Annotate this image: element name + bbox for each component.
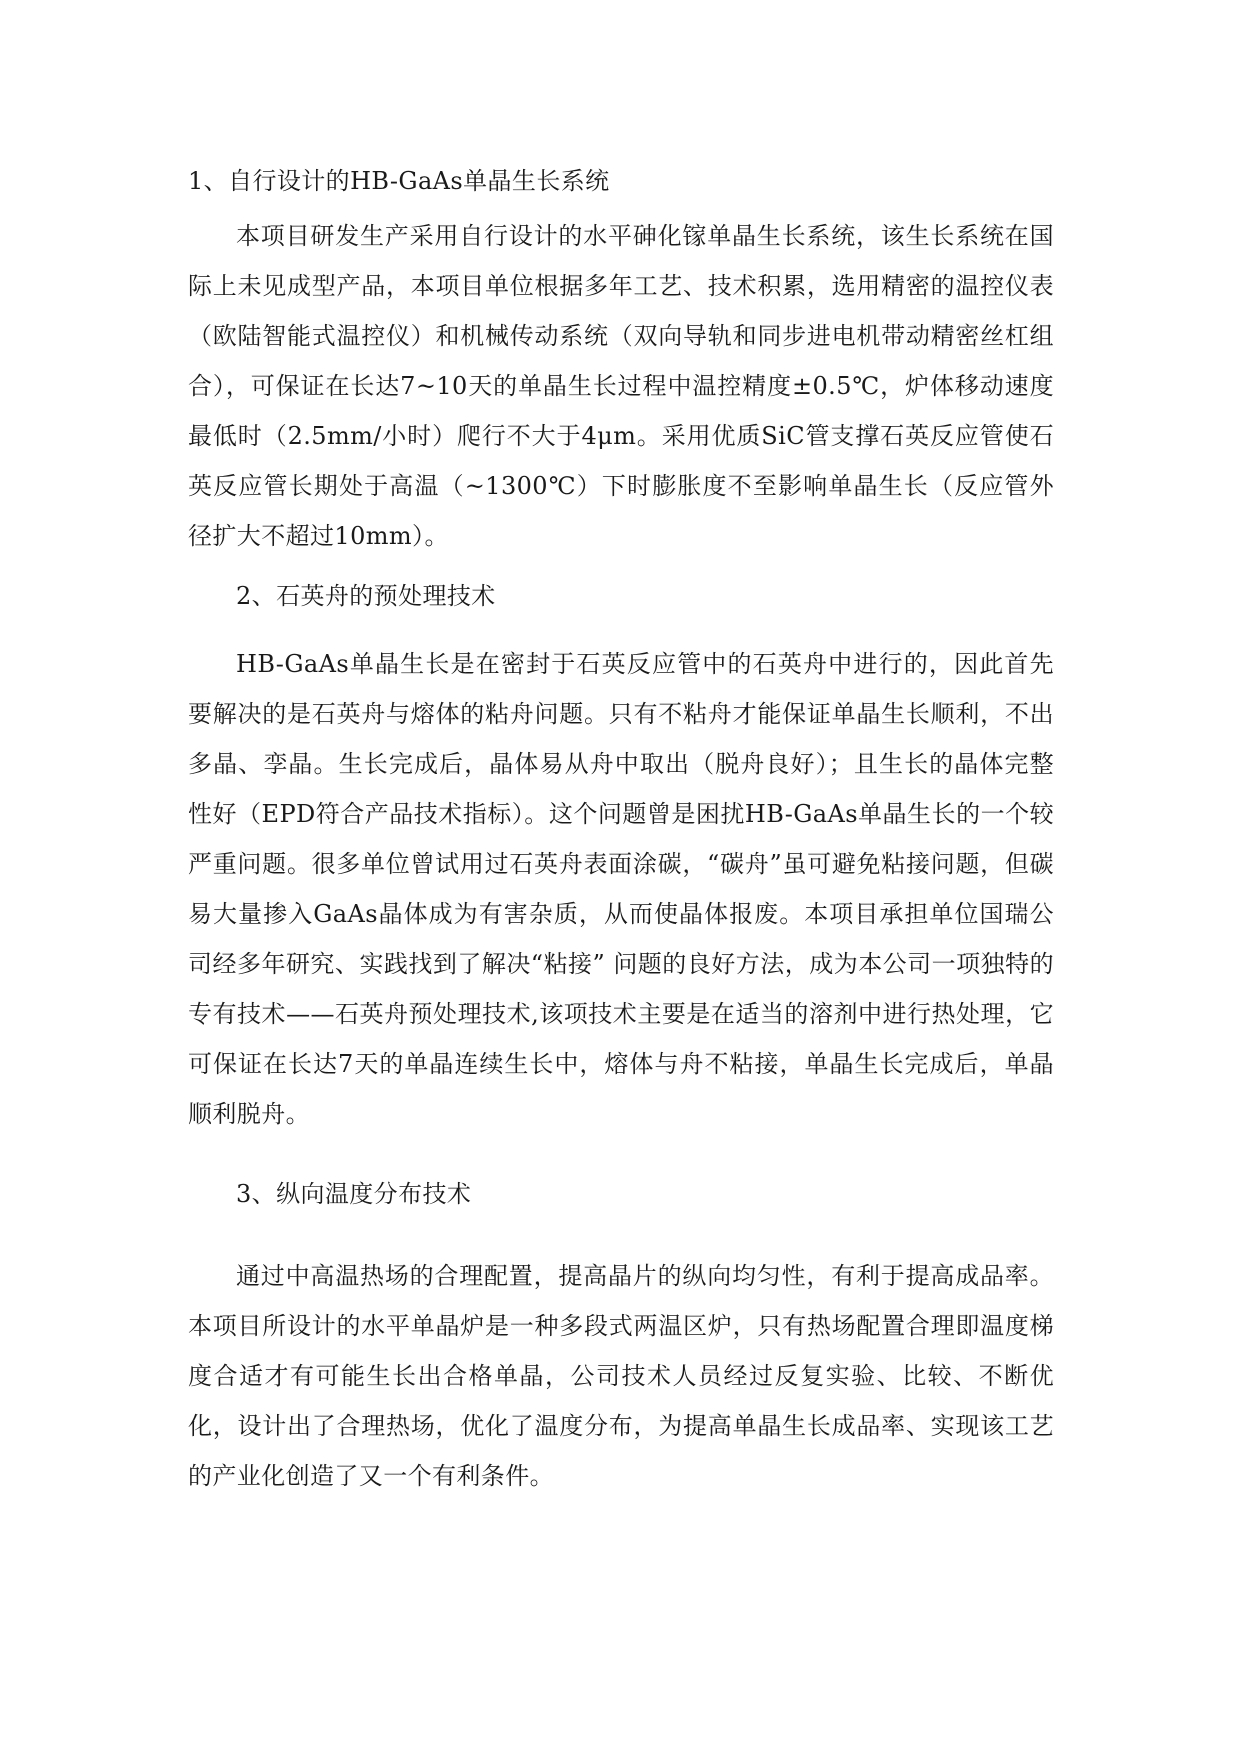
section-2-paragraph: HB-GaAs单晶生长是在密封于石英反应管中的石英舟中进行的，因此首先要解决的是石英舟与熔体的粘舟问题。只有不粘舟才能保证单晶生长顺利，不出多晶、孪晶。生长完成后，晶体易从舟中取出（脱舟良好）；且生长的晶体完整性好（EPD符合产品技术指标）。这个问题曾是困扰HB-GaAs单晶生长的一个较严重问题。很多单位曾试用过石英舟表面涂碳，“碳舟”虽可避免粘接问题，但碳易大量掺入GaAs晶体成为有害杂质，从而使晶体报废。本项目承担单位国瑞公司经多年研究、实践找到了解决“粘接” 问题的良好方法，成为本公司一项独特的专有技术——石英舟预处理技术,该项技术主要是在适当的溶剂中进行热处理，它可保证在长达7天的单晶连续生长中，熔体与舟不粘接，单晶生长完成后，单晶顺利脱舟。 [188,650,1054,1128]
section-1-paragraph: 本项目研发生产采用自行设计的水平砷化镓单晶生长系统，该生长系统在国际上未见成型产品，本项目单位根据多年工艺、技术积累，选用精密的温控仪表（欧陆智能式温控仪）和机械传动系统（双向导轨和同步进电机带动精密丝杠组合），可保证在长达7~10天的单晶生长过程中温控精度±0.5℃，炉体移动速度最低时（2.5mm/小时）爬行不大于4μm。采用优质SiC管支撑石英反应管使石英反应管长期处于高温（~1300℃）下时膨胀度不至影响单晶生长（反应管外径扩大不超过10mm）。 [188,222,1054,550]
section-1-heading: 1、自行设计的HB-GaAs单晶生长系统 [188,167,610,195]
section-3-paragraph: 通过中高温热场的合理配置，提高晶片的纵向均匀性，有利于提高成品率。本项目所设计的水平单晶炉是一种多段式两温区炉，只有热场配置合理即温度梯度合适才有可能生长出合格单晶，公司技术人员经过反复实验、比较、不断优化，设计出了合理热场，优化了温度分布，为提高单晶生长成品率、实现该工艺的产业化创造了又一个有利条件。 [188,1262,1054,1490]
section-2-heading: 2、石英舟的预处理技术 [236,582,496,610]
section-3-heading: 3、纵向温度分布技术 [236,1180,472,1208]
document-body [188,156,1054,1501]
